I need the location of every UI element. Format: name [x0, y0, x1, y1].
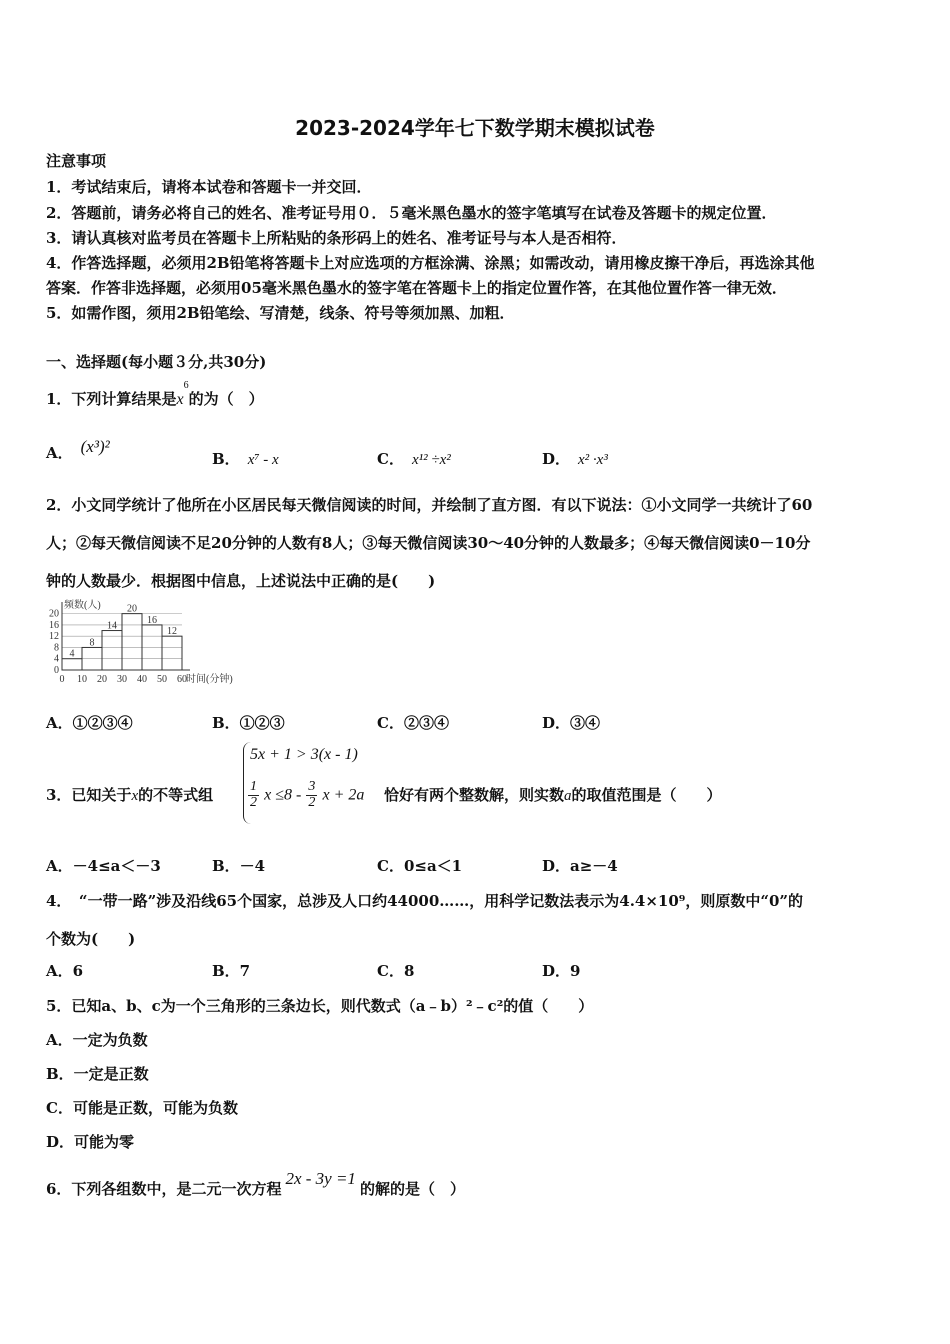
question-1-option-a[interactable]: A． (x³)²: [46, 437, 110, 462]
question-2-option-a[interactable]: A．①②③④: [46, 714, 133, 732]
x-tick-label: 10: [77, 674, 87, 685]
question-3-option-a[interactable]: A．－4≤a＜－3: [46, 857, 161, 875]
notice-heading: 注意事项: [46, 152, 107, 170]
question-3-option-b[interactable]: B．－4: [212, 857, 266, 875]
question-4-option-d[interactable]: D．9: [542, 962, 581, 980]
question-2-line: 2．小文同学统计了他所在小区居民每天微信阅读的时间，并绘制了直方图．有以下说法：①小文同学一共统计了60: [46, 496, 813, 514]
x-tick-label: 50: [157, 674, 167, 685]
histogram-bar: [162, 636, 182, 670]
x-tick-label: 30: [117, 674, 127, 685]
page-title: 2023-2024学年七下数学期末模拟试卷: [295, 116, 655, 140]
question-1-stem: 1．下列计算结果是$x^6$的为（ ）: [46, 379, 264, 408]
histogram-chart: [40, 596, 260, 692]
question-4-line: 4． “一带一路”涉及沿线65个国家，总涉及人口约44000……，用科学记数法表示为4.4×10⁹，则原数中“0”的: [46, 892, 804, 910]
bar-data-label: 12: [167, 626, 177, 638]
question-3-stem-end: 恰好有两个整数解，则实数a的取值范围是（ ）: [384, 786, 722, 804]
x-tick-label: 0: [59, 674, 65, 685]
bar-data-label: 20: [127, 603, 137, 615]
question-2-option-d[interactable]: D．③④: [542, 714, 601, 732]
notice-item: 答案．作答非选择题，必须用05毫米黑色墨水的签字笔在答题卡上的指定位置作答，在其他位置作答一律无效．: [46, 279, 787, 297]
notice-item: 5．如需作图，须用2B铅笔绘、写清楚，线条、符号等须加黑、加粗．: [46, 304, 515, 322]
bar-data-label: 16: [147, 614, 157, 626]
question-1-option-d[interactable]: D． x² ·x³: [542, 450, 608, 468]
histogram-bar: [62, 659, 82, 670]
notice-item: 2．答题前，请务必将自己的姓名、准考证号用０．５毫米黑色墨水的签字笔填写在试卷及答题卡的规定位置．: [46, 204, 777, 222]
question-3-option-d[interactable]: D．a≥－4: [542, 857, 618, 875]
question-3-option-c[interactable]: C．0≤a＜1: [377, 857, 463, 875]
question-2-option-c[interactable]: C．②③④: [377, 714, 449, 732]
question-5-option-b[interactable]: B．一定是正数: [46, 1065, 149, 1083]
question-4-option-c[interactable]: C．8: [377, 962, 415, 980]
bar-data-label: 4: [69, 648, 75, 660]
section-heading: 一、选择题(每小题３分,共30分): [46, 353, 267, 371]
question-4-option-b[interactable]: B．7: [212, 962, 251, 980]
question-3-stem-start: 3．已知关于x的不等式组: [46, 786, 214, 804]
x-tick-label: 40: [137, 674, 147, 685]
x-tick-label: 20: [97, 674, 107, 685]
notice-item: 3．请认真核对监考员在答题卡上所粘贴的条形码上的姓名、准考证号与本人是否相符．: [46, 229, 627, 247]
y-tick-label: 0: [54, 665, 59, 676]
y-tick-label: 8: [54, 642, 59, 654]
question-4-line: 个数为( ): [46, 930, 136, 948]
y-axis-label: 频数(人): [64, 600, 101, 611]
inequality-2: $\frac{1}{2}$ x ≤8 - $\frac{3}{2}$ x + 2a: [250, 779, 365, 810]
question-2-line: 钟的人数最少．根据图中信息，上述说法中正确的是( ): [46, 572, 436, 590]
inequality-system: [243, 742, 384, 824]
question-6-stem: 6．下列各组数中，是二元一次方程2x - 3y =1的解的是（ ）: [46, 1169, 465, 1198]
question-5-option-c[interactable]: C．可能是正数，可能为负数: [46, 1099, 238, 1117]
y-tick-label: 12: [49, 631, 59, 643]
question-5-stem: 5．已知a、b、c为一个三角形的三条边长，则代数式（a﹣b）²﹣c²的值（ ）: [46, 997, 594, 1015]
y-tick-label: 20: [49, 608, 59, 620]
question-1-option-c[interactable]: C． x¹² ÷x²: [377, 450, 451, 468]
question-5-option-d[interactable]: D．可能为零: [46, 1133, 135, 1151]
x-axis-label: 时间(分钟): [186, 674, 233, 685]
y-tick-label: 4: [54, 653, 59, 665]
bar-data-label: 14: [107, 620, 117, 632]
inequality-1: 5x + 1 > 3(x - 1): [250, 746, 358, 763]
y-tick-label: 16: [49, 619, 59, 631]
bar-data-label: 8: [89, 637, 95, 649]
question-2-line: 人；②每天微信阅读不足20分钟的人数有8人；③每天微信阅读30～40分钟的人数最多；④每天微信阅读0－10分: [46, 534, 811, 552]
question-2-option-b[interactable]: B．①②③: [212, 714, 285, 732]
question-4-option-a[interactable]: A．6: [46, 962, 84, 980]
question-1-option-b[interactable]: B． x⁷ - x: [212, 450, 279, 468]
notice-item: 4．作答选择题，必须用2B铅笔将答题卡上对应选项的方框涂满、涂黑；如需改动，请用橡皮擦干净后，再选涂其他: [46, 254, 815, 272]
question-5-option-a[interactable]: A．一定为负数: [46, 1031, 148, 1049]
x-tick-label: 60: [177, 674, 187, 685]
notice-item: 1．考试结束后，请将本试卷和答题卡一并交回．: [46, 178, 372, 196]
histogram-bar: [122, 614, 142, 670]
